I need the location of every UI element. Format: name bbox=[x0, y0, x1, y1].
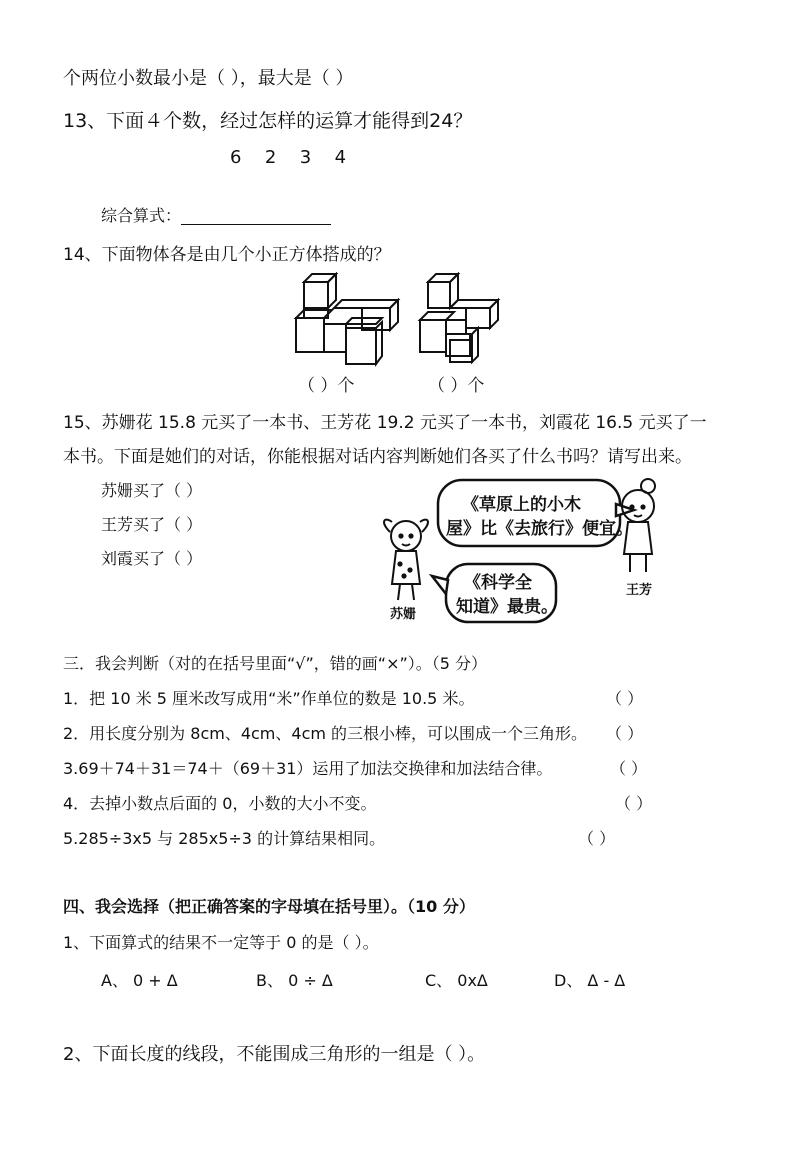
cube-stack-1 bbox=[296, 274, 398, 364]
speech-bubble-top bbox=[438, 480, 634, 546]
dialogue-illustration bbox=[376, 476, 668, 626]
q15-answer-susan[interactable]: 苏姗买了（ ） bbox=[101, 481, 203, 500]
q14-answer-1[interactable]: （ ）个 bbox=[298, 376, 355, 396]
judge-item-4: 4．去掉小数点后面的 0，小数的大小不变。 bbox=[63, 794, 377, 813]
name-label-right: 王芳 bbox=[626, 583, 653, 598]
name-label-left: 苏姗 bbox=[390, 607, 417, 622]
judge-item-2: 2．用长度分别为 8cm、4cm、4cm 的三根小棒，可以围成一个三角形。 bbox=[63, 724, 588, 743]
cube-stacks-figure bbox=[290, 272, 510, 368]
girl-right-figure bbox=[622, 479, 655, 572]
q13-formula-label: 综合算式： bbox=[101, 206, 182, 225]
q13-formula-blank[interactable] bbox=[181, 206, 331, 225]
choice-q2: 2、下面长度的线段，不能围成三角形的一组是（ ）。 bbox=[63, 1044, 486, 1065]
judge-bracket-4[interactable]: （ ） bbox=[615, 794, 653, 813]
judge-bracket-1[interactable]: （ ） bbox=[606, 689, 644, 708]
judge-bracket-2[interactable]: （ ） bbox=[606, 724, 644, 743]
q15-line-1: 15、苏姗花 15.8 元买了一本书、王芳花 19.2 元买了一本书，刘霞花 16.5 元买了一 bbox=[63, 413, 707, 433]
q15-line-2: 本书。下面是她们的对话，你能根据对话内容判断她们各买了什么书吗？请写出来。 bbox=[63, 447, 692, 467]
option-c[interactable]: C、 0xΔ bbox=[425, 971, 488, 990]
judge-item-3: 3.69＋74＋31＝74＋（69＋31）运用了加法交换律和加法结合律。 bbox=[63, 759, 553, 778]
q14-title: 14、下面物体各是由几个小正方体搭成的？ bbox=[63, 245, 391, 265]
section3-title: 三．我会判断（对的在括号里面“√”，错的画“×”）。（5 分） bbox=[63, 654, 488, 673]
bubble-bottom-line2: 知道》最贵。 bbox=[456, 597, 558, 617]
option-a[interactable]: A、 0 + Δ bbox=[101, 971, 178, 990]
bubble-top-line2: 屋》比《去旅行》便宜。 bbox=[446, 519, 633, 539]
judge-bracket-5[interactable]: （ ） bbox=[578, 829, 616, 848]
girl-left-figure bbox=[384, 520, 428, 600]
q14-answer-2[interactable]: （ ）个 bbox=[428, 376, 485, 396]
q13-title: 13、下面４个数，经过怎样的运算才能得到24？ bbox=[63, 110, 473, 132]
q12-tail-text: 个两位小数最小是（ ），最大是（ ） bbox=[63, 68, 354, 89]
choice-q1: 1、下面算式的结果不一定等于 0 的是（ ）。 bbox=[63, 933, 379, 952]
option-d[interactable]: D、 Δ - Δ bbox=[554, 971, 626, 990]
q13-numbers: 6 2 3 4 bbox=[230, 147, 351, 168]
judge-item-5: 5.285÷3x5 与 285x5÷3 的计算结果相同。 bbox=[63, 829, 386, 848]
q15-answer-liuxia[interactable]: 刘霞买了（ ） bbox=[101, 549, 203, 568]
option-b[interactable]: B、 0 ÷ Δ bbox=[256, 971, 333, 990]
bubble-top-line1: 《草原上的小木 bbox=[462, 495, 581, 515]
q13-formula-row bbox=[101, 203, 331, 226]
speech-bubble-bottom bbox=[432, 564, 558, 622]
cube-stack-2 bbox=[420, 274, 498, 362]
q15-answer-wangfang[interactable]: 王芳买了（ ） bbox=[101, 515, 203, 534]
judge-bracket-3[interactable]: （ ） bbox=[610, 759, 648, 778]
bubble-bottom-line1: 《科学全 bbox=[464, 573, 532, 593]
section4-title: 四、我会选择（把正确答案的字母填在括号里）。（10 分） bbox=[63, 897, 475, 916]
judge-item-1: 1．把 10 米 5 厘米改写成用“米”作单位的数是 10.5 米。 bbox=[63, 689, 475, 708]
